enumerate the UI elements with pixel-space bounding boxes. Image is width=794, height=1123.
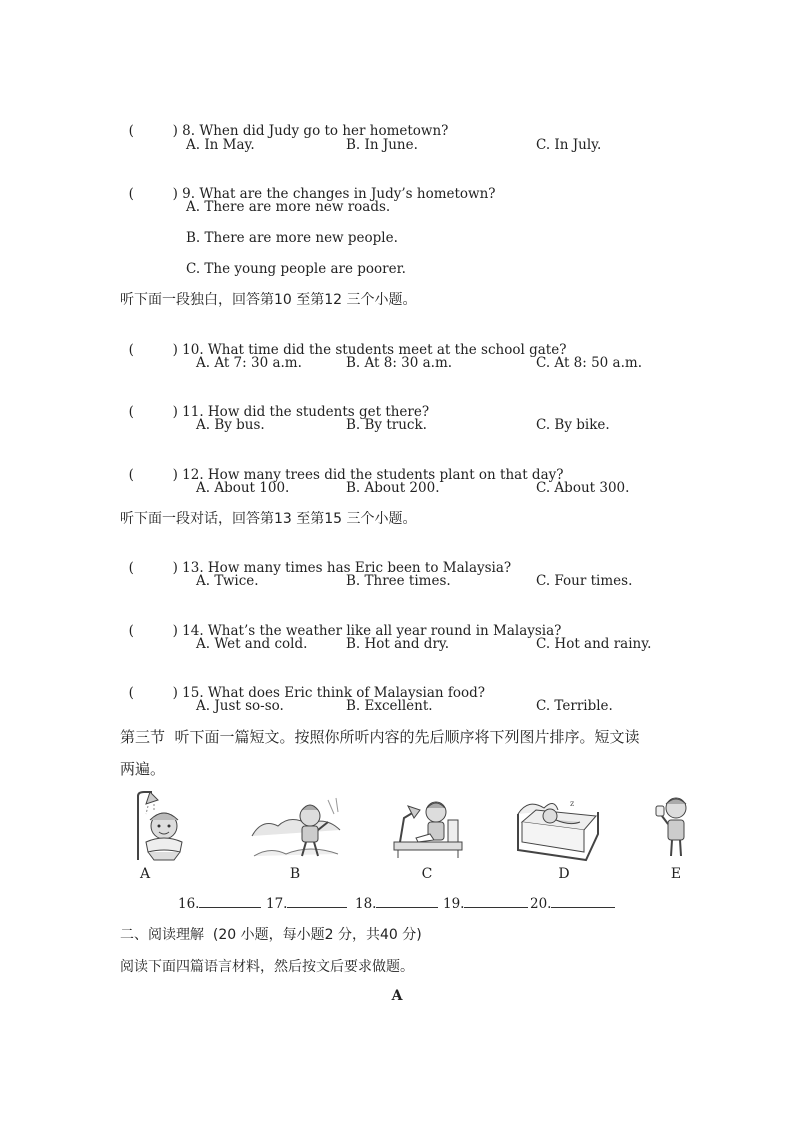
option-a: A. In May. — [186, 137, 255, 153]
answer-bracket[interactable]: ( — [128, 123, 134, 139]
section3-instruction-line2: 两遍。 — [120, 760, 166, 778]
option-b: B. At 8: 30 a.m. — [346, 355, 453, 371]
option-b: B. By truck. — [346, 417, 427, 433]
option-c: C. Hot and rainy. — [536, 636, 652, 652]
option-a: A. About 100. — [196, 480, 290, 496]
question-text: ) 8. When did Judy go to her hometown? — [172, 123, 449, 139]
question-12 — [120, 448, 563, 484]
question-text: ) 15. What does Eric think of Malaysian food? — [172, 685, 485, 701]
picture-hiking-illustration — [250, 796, 342, 862]
answer-bracket[interactable]: ( — [128, 404, 134, 420]
picture-brushing-teeth-illustration — [652, 792, 694, 860]
question-text: ) 9. What are the changes in Judy’s hometown? — [172, 186, 496, 202]
option-c: C. In July. — [536, 137, 602, 153]
question-text: ) 12. How many trees did the students plant on that day? — [172, 467, 564, 483]
blank-number: 17. — [266, 896, 288, 912]
picture-shower-illustration — [128, 790, 194, 864]
blank-field[interactable] — [199, 894, 261, 908]
question-text: ) 14. What’s the weather like all year round in Malaysia? — [172, 623, 562, 639]
blank-number: 20. — [530, 896, 552, 912]
blank-field[interactable] — [464, 894, 528, 908]
question-10 — [120, 323, 566, 359]
svg-text:z: z — [570, 799, 575, 808]
blank-number: 18. — [355, 896, 377, 912]
answer-bracket[interactable]: ( — [128, 685, 134, 701]
option-c: C. Terrible. — [536, 698, 613, 714]
question-14 — [120, 604, 561, 640]
answer-bracket[interactable]: ( — [128, 342, 134, 358]
option-c: C. Four times. — [536, 573, 633, 589]
answer-blank-16 — [178, 894, 261, 912]
option-c: C. The young people are poorer. — [186, 261, 406, 277]
option-b: B. In June. — [346, 137, 418, 153]
answer-bracket[interactable]: ( — [128, 623, 134, 639]
option-a: A. There are more new roads. — [186, 199, 391, 215]
picture-studying-illustration — [390, 798, 466, 860]
part2-intro: 阅读下面四篇语言材料，然后按文后要求做题。 — [120, 959, 414, 975]
option-c: C. About 300. — [536, 480, 630, 496]
passage-label: A — [391, 988, 403, 1004]
dialogue-instruction: 听下面一段对话，回答第13 至第15 三个小题。 — [120, 511, 417, 527]
answer-blank-20 — [530, 894, 615, 912]
answer-blank-17 — [266, 894, 347, 912]
option-a: A. Twice. — [196, 573, 259, 589]
question-13 — [120, 541, 511, 577]
picture-label-d: D — [558, 866, 570, 882]
answer-bracket[interactable]: ( — [128, 186, 134, 202]
blank-field[interactable] — [376, 894, 438, 908]
answer-bracket[interactable]: ( — [128, 467, 134, 483]
part2-title: 二、阅读理解 (20 小题，每小题2 分，共40 分) — [120, 927, 422, 943]
answer-bracket[interactable]: ( — [128, 560, 134, 576]
answer-blank-19 — [443, 894, 528, 912]
blank-field[interactable] — [551, 894, 615, 908]
option-b: B. Hot and dry. — [346, 636, 450, 652]
option-c: C. At 8: 50 a.m. — [536, 355, 642, 371]
picture-sleeping-illustration — [514, 794, 600, 862]
blank-field[interactable] — [287, 894, 347, 908]
picture-label-a: A — [139, 866, 151, 882]
question-text: ) 10. What time did the students meet at the school gate? — [172, 342, 567, 358]
option-c: C. By bike. — [536, 417, 610, 433]
option-b: B. About 200. — [346, 480, 440, 496]
option-a: A. At 7: 30 a.m. — [196, 355, 302, 371]
option-b: B. Excellent. — [346, 698, 433, 714]
option-b: B. There are more new people. — [186, 230, 398, 246]
option-a: A. By bus. — [196, 417, 265, 433]
option-a: A. Just so-so. — [196, 698, 284, 714]
option-b: B. Three times. — [346, 573, 451, 589]
option-a: A. Wet and cold. — [196, 636, 308, 652]
blank-number: 19. — [443, 896, 465, 912]
question-text: ) 13. How many times has Eric been to Malaysia? — [172, 560, 512, 576]
picture-label-e: E — [670, 866, 682, 882]
question-text: ) 11. How did the students get there? — [172, 404, 430, 420]
blank-number: 16. — [178, 896, 200, 912]
question-8 — [120, 104, 448, 140]
monologue-instruction: 听下面一段独白，回答第10 至第12 三个小题。 — [120, 292, 417, 308]
picture-label-c: C — [421, 866, 433, 882]
answer-blank-18 — [355, 894, 438, 912]
section3-instruction-line1: 第三节 听下面一篇短文。按照你所听内容的先后顺序将下列图片排序。短文读 — [120, 728, 640, 746]
picture-label-b: B — [289, 866, 301, 882]
